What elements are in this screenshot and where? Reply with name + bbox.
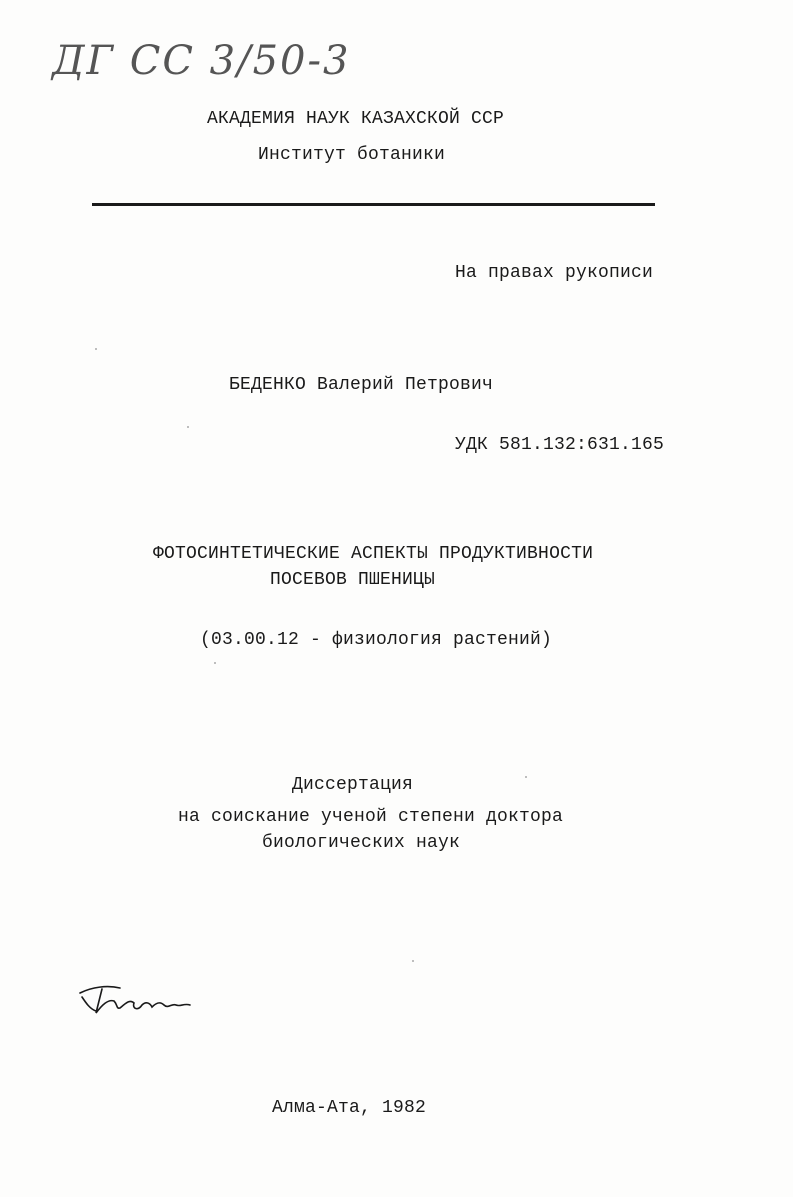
author-name: БЕДЕНКО Валерий Петрович [229,375,494,395]
title-line-1: ФОТОСИНТЕТИЧЕСКИЕ АСПЕКТЫ ПРОДУКТИВНОСТИ [153,544,594,564]
paper-speck [412,960,414,962]
paper-speck [187,426,189,428]
manuscript-note: На правах рукописи [455,263,654,283]
udc-code: УДК 581.132:631.165 [455,435,665,455]
title-line-2: ПОСЕВОВ ПШЕНИЦЫ [270,570,436,590]
dissertation-label: Диссертация [292,775,414,795]
degree-line-1: на соискание ученой степени доктора [178,807,564,827]
academy-heading: АКАДЕМИЯ НАУК КАЗАХСКОЙ ССР [207,109,505,129]
paper-speck [525,776,527,778]
handwritten-signature [72,975,202,1020]
archive-mark: ДГ СС 3/50-3 [52,38,351,84]
paper-speck [214,662,216,664]
degree-line-2: биологических наук [262,833,461,853]
city-year: Алма-Ата, 1982 [272,1098,427,1118]
paper-speck [95,348,97,350]
horizontal-rule [92,203,655,206]
institute-heading: Институт ботаники [258,145,446,165]
specialty: (03.00.12 - физиология растений) [200,630,553,650]
